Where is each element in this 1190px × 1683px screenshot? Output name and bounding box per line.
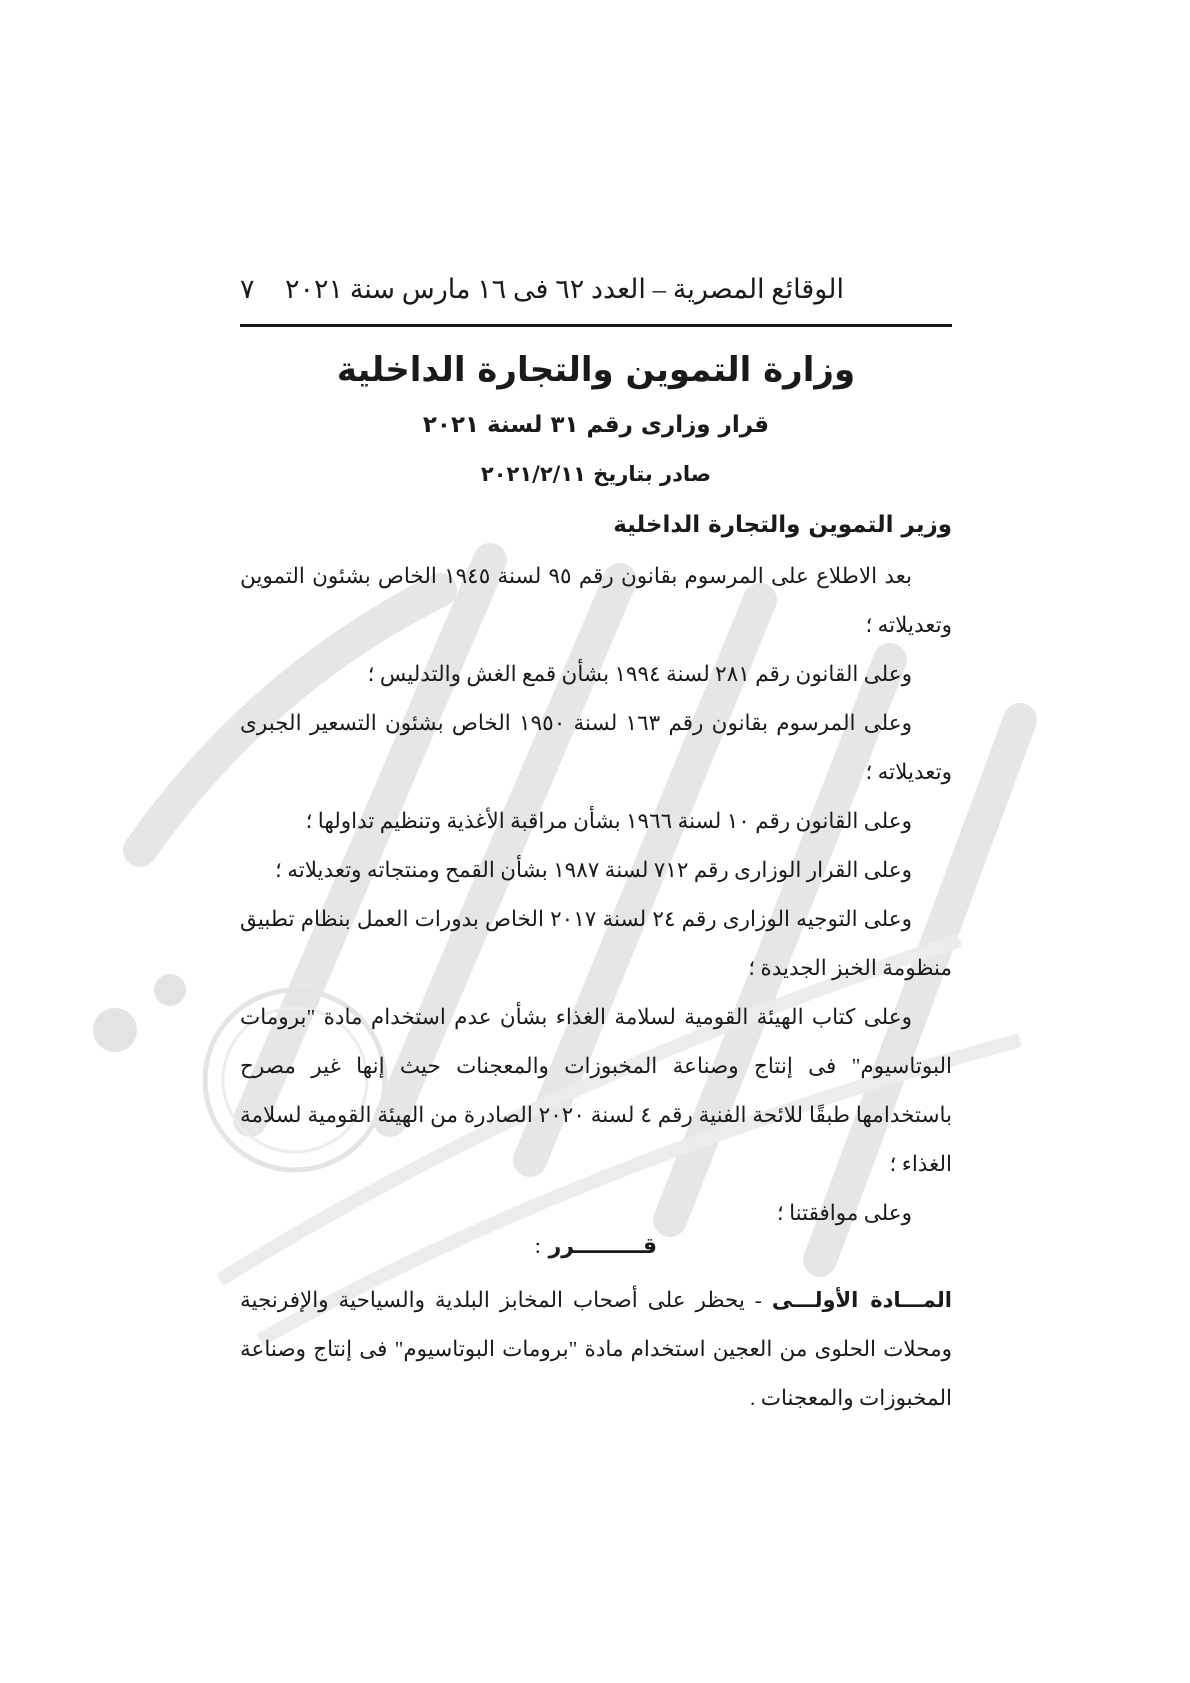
gazette-issue-title: الوقائع المصرية – العدد ٦٢ فى ١٦ مارس سنة ٢٠٢١ [285,274,844,304]
preamble-paragraph: بعد الاطلاع على المرسوم بقانون رقم ٩٥ لسنة ١٩٤٥ الخاص بشئون التموين وتعديلاته ؛ [240,564,952,637]
issued-date: صادر بتاريخ ٢٠٢١/٢/١١ [480,462,712,486]
preamble-paragraph: وعلى القانون رقم ٢٨١ لسنة ١٩٩٤ بشأن قمع الغش والتدليس ؛ [367,662,912,686]
preamble [240,552,952,1238]
article-one [240,1276,952,1423]
preamble-paragraph: وعلى كتاب الهيئة القومية لسلامة الغذاء بشأن عدم استخدام مادة "برومات البوتاسيوم" فى إنتاج وصناعة المخبوزات والمعجنات حيث إنها غير مصرح باستخدامها طبقًا للائحة الفنية رقم ٤ لسنة ٢٠٢٠ الصادرة من الهيئة القومية لسلامة الغذاء ؛ [240,1005,952,1176]
minister-title: وزير التموين والتجارة الداخلية [613,512,952,538]
ministry-title: وزارة التموين والتجارة الداخلية [336,350,856,390]
decides-label: قـــــــــرر [548,1234,657,1259]
article-one-title: المـــادة الأولـــى [771,1288,952,1312]
preamble-paragraph: وعلى القانون رقم ١٠ لسنة ١٩٦٦ بشأن مراقبة الأغذية وتنظيم تداولها ؛ [305,809,912,833]
preamble-paragraph: وعلى التوجيه الوزارى رقم ٢٤ لسنة ٢٠١٧ الخاص بدورات العمل بنظام تطبيق منظومة الخبز الجديدة ؛ [240,907,952,980]
decides-colon: : [534,1233,541,1258]
page-number: ٧ [240,274,255,304]
decree-title: قرار وزارى رقم ٣١ لسنة ٢٠٢١ [422,412,770,438]
preamble-paragraph: وعلى موافقتنا ؛ [776,1201,912,1225]
decides-heading [535,1233,657,1259]
article-one-text: - يحظر على أصحاب المخابز البلدية والسياحية والإفرنجية ومحلات الحلوى من العجين استخدام مادة "برومات البوتاسيوم" فى إنتاج وصناعة المخبوزات والمعجنات . [240,1288,952,1410]
preamble-paragraph: وعلى القرار الوزارى رقم ٧١٢ لسنة ١٩٨٧ بشأن القمح ومنتجاته وتعديلاته ؛ [275,858,912,882]
preamble-paragraph: وعلى المرسوم بقانون رقم ١٦٣ لسنة ١٩٥٠ الخاص بشئون التسعير الجبرى وتعديلاته ؛ [240,711,952,784]
gazette-header [240,270,952,327]
